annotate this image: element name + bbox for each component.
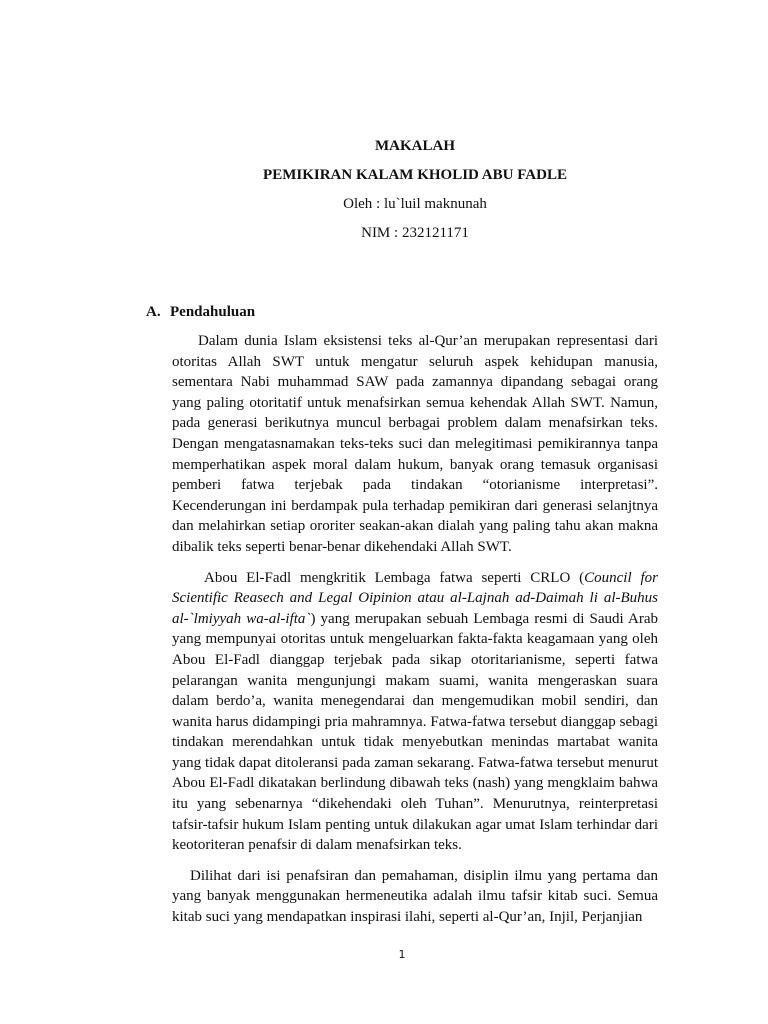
document-subtitle: PEMIKIRAN KALAM KHOLID ABU FADLE (263, 167, 567, 183)
section-heading (146, 301, 255, 323)
title-block (172, 134, 658, 250)
section-marker: A. (146, 304, 161, 320)
paragraph-3: Dilihat dari isi penafsiran dan pemahaman, disiplin ilmu yang pertama dan yang banyak menggunakan hermeneutika adalah ilmu tafsir kitab suci. Semua kitab suci yang mendapatkan inspirasi ilahi, seperti al-Qur’an, Injil, Perjanjian (172, 867, 658, 926)
author-line: Oleh : lu`luil maknunah (343, 196, 487, 212)
paragraph-2-start: Abou El-Fadl mengkritik Lembaga fatwa seperti CRLO ( (204, 569, 585, 586)
paragraph-2 (172, 568, 658, 856)
section-title: Pendahuluan (170, 304, 256, 320)
page-number: 1 (398, 948, 406, 961)
paragraph-1: Dalam dunia Islam eksistensi teks al-Qur’an merupakan representasi dari otoritas Allah SWT untuk mengatur seluruh aspek kehidupan manusia, sementara Nabi muhammad SAW pada zamannya dipandang sebagai orang yang paling otoritatif untuk menafsirkan semua kehendak Allah SWT. Namun, pada generasi berikutnya muncul berbagai problem dalam menafsirkan teks. Dengan mengatasnamakan teks-teks suci dan melegitimasi pemikirannya tanpa memperhatikan aspek moral dalam hukum, banyak orang temasuk organisasi pemberi fatwa terjebak pada tindakan “otorianisme interpretasi”. Kecenderungan ini berdampak pula terhadap pemikiran dari generasi selanjtnya dan melahirkan setiap ororiter seakan-akan dialah yang paling tahu akan makna dibalik teks seperti benar-benar dikehendaki Allah SWT. (172, 333, 658, 555)
paragraph-2-italic: Council for Scientific Reasech and Legal Oipinion atau al-Lajnah ad-Daimah li al-Buhus al-`lmiyyah wa-al-ifta` (172, 569, 658, 627)
nim-line: NIM : 232121171 (361, 225, 469, 241)
document-title: MAKALAH (375, 138, 455, 154)
paragraph-2-end: ) yang merupakan sebuah Lembaga resmi di Saudi Arab yang mempunyai otoritas untuk mengeluarkan fakta-fakta keagamaan yang oleh Abou El-Fadl dianggap terjebak pada sikap otoritarianisme, seperti fatwa pelarangan wanita mengunjungi makam suami, wanita mengeraskan suara dalam berdo’a, wanita menegendarai dan mengemudikan mobil sendiri, dan wanita harus didampingi pria mahramnya. Fatwa-fatwa tersebut dianggap sebagi tindakan merendahkan untuk tidak menyebutkan menindas martabat wanita yang tidak dapat ditoleransi pada zaman sekarang. Fatwa-fatwa tersebut menurut Abou El-Fadl dikatakan berlindung dibawah teks (nash) yang mengklaim bahwa itu yang sebenarnya “dikehendaki oleh Tuhan”. Menurutnya, reinterpretasi tafsir-tafsir hukum Islam penting untuk dilakukan agar umat Islam terhindar dari keotoriteran penafsir di dalam menafsirkan teks. (172, 610, 658, 854)
body-text (172, 331, 658, 938)
